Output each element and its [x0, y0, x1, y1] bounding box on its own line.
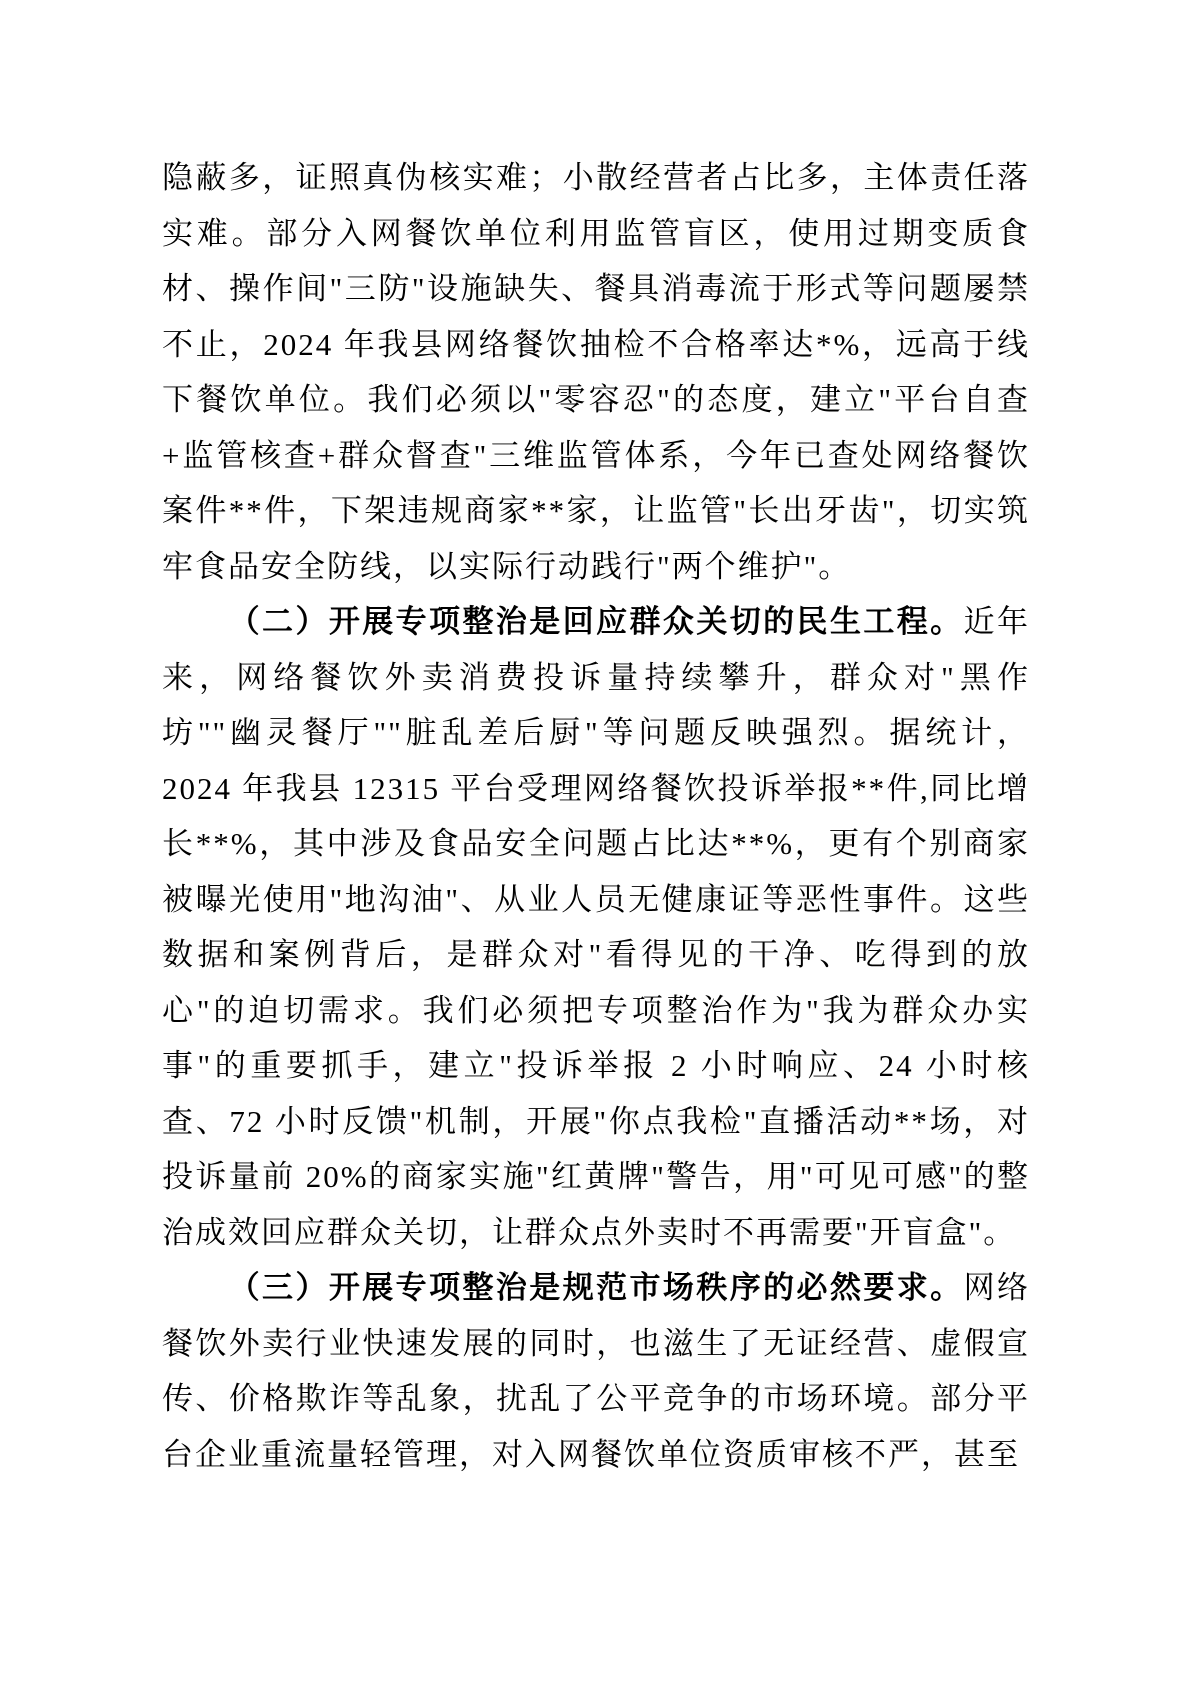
- paragraph-2-heading-run: （二）开展专项整治是回应群众关切的民生工程。: [228, 604, 964, 639]
- paragraph-1: [162, 150, 1030, 594]
- paragraph-2-text-run: 近年来，网络餐饮外卖消费投诉量持续攀升，群众对"黑作坊""幽灵餐厅""脏乱差后厨"等问题反映强烈。据统计，2024 年我县 12315 平台受理网络餐饮投诉举报**件,同比增长**%，其中涉及食品安全问题占比达**%，更有个别商家被曝光使用"地沟油"、从业人员无健康证等恶性事件。这些数据和案例背后，是群众对"看得见的干净、吃得到的放心"的迫切需求。我们必须把专项整治作为"我为群众办实事"的重要抓手，建立"投诉举报 2 小时响应、24 小时核查、72 小时反馈"机制，开展"你点我检"直播活动**场，对投诉量前 20%的商家实施"红黄牌"警告，用"可见可感"的整治成效回应群众关切，让群众点外卖时不再需要"开盲盒"。: [162, 604, 1031, 1250]
- paragraph-3-text-run: 网络餐饮外卖行业快速发展的同时，也滋生了无证经营、虚假宣传、价格欺诈等乱象，扰乱了公平竞争的市场环境。部分平台企业重流量轻管理，对入网餐饮单位资质审核不严，甚至: [162, 1270, 1031, 1472]
- paragraph-2: [162, 594, 1030, 1260]
- paragraph-1-text-run: 隐蔽多，证照真伪核实难；小散经营者占比多，主体责任落实难。部分入网餐饮单位利用监管盲区，使用过期变质食材、操作间"三防"设施缺失、餐具消毒流于形式等问题屡禁不止，2024 年我县网络餐饮抽检不合格率达*%，远高于线下餐饮单位。我们必须以"零容忍"的态度，建立"平台自查+监管核查+群众督查"三维监管体系，今年已查处网络餐饮案件**件，下架违规商家**家，让监管"长出牙齿"，切实筑牢食品安全防线，以实际行动践行"两个维护"。: [162, 160, 1030, 584]
- document-text-block: [162, 150, 1030, 1482]
- paragraph-3: [162, 1260, 1030, 1482]
- paragraph-3-heading-run: （三）开展专项整治是规范市场秩序的必然要求。: [228, 1270, 964, 1305]
